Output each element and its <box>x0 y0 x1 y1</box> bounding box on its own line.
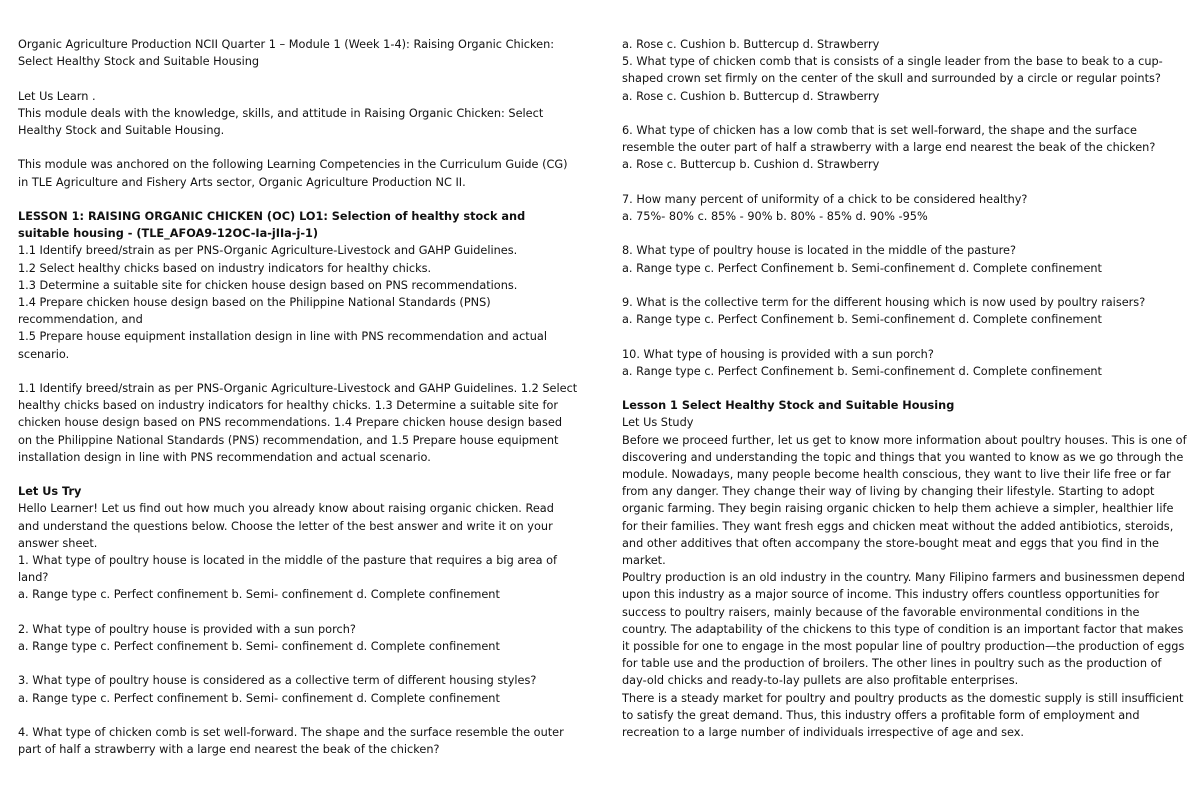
question-5-choices: a. Rose c. Cushion b. Buttercup d. Strawberry <box>622 89 880 103</box>
competency-item: 1.2 Select healthy chicks based on industry indicators for healthy chicks. <box>18 261 432 275</box>
competency-item: 1.1 Identify breed/strain as per PNS-Organic Agriculture-Livestock and GAHP Guidelines. <box>18 244 518 258</box>
learn-heading: Let Us Learn . <box>18 89 96 103</box>
learn-paragraph-1: This module deals with the knowledge, skills, and attitude in Raising Organic Chicken: Select Healthy Stock and Suitable Housing. <box>18 106 544 137</box>
study-paragraph-1: Before we proceed further, let us get to know more information about poultry houses. This is one of discovering and understanding the topic and things that you wanted to know as we go through the module. Nowadays, many people become health conscious, they want to live their life free or far from any danger. They change their way of living by changing their lifestyle. Starting to adopt organic farming. They begin raising organic chicken to help them achieve a simpler, healthier life for their families. They want fresh eggs and chicken meat without the added antibiotics, steroids, and other additives that often accompany the store-bought meat and eggs that you find in the market. <box>622 433 1187 567</box>
question-8-choices: a. Range type c. Perfect Confinement b. Semi-confinement d. Complete confinement <box>622 261 1102 275</box>
question-10: 10. What type of housing is provided with a sun porch? <box>622 347 934 361</box>
question-4-choices: a. Rose c. Cushion b. Buttercup d. Strawberry <box>622 38 880 51</box>
competency-item: 1.5 Prepare house equipment installation design in line with PNS recommendation and actual scenario. <box>18 330 547 361</box>
question-3-choices: a. Range type c. Perfect confinement b. Semi- confinement d. Complete confinement <box>18 691 500 705</box>
try-intro: Hello Learner! Let us find out how much you already know about raising organic chicken. Read and understand the questions below. Choose the letter of the best answer and write it on your answer sheet. <box>18 502 554 550</box>
learn-paragraph-2: This module was anchored on the following Learning Competencies in the Curriculum Guide (CG) in TLE Agriculture and Fishery Arts sector, Organic Agriculture Production NC II. <box>18 158 568 189</box>
question-10-choices: a. Range type c. Perfect Confinement b. Semi-confinement d. Complete confinement <box>622 364 1102 378</box>
question-8: 8. What type of poultry house is located in the middle of the pasture? <box>622 244 1016 258</box>
question-1-choices: a. Range type c. Perfect confinement b. Semi- confinement d. Complete confinement <box>18 588 500 602</box>
question-4: 4. What type of chicken comb is set well-forward. The shape and the surface resemble the outer part of half a strawberry with a large end nearest the beak of the chicken? <box>18 726 564 757</box>
study-paragraph-3: There is a steady market for poultry and poultry products as the domestic supply is still insufficient to satisfy the great demand. Thus, this industry offers a profitable form of employment and recreation to a large number of individuals irrespective of age and sex. <box>622 691 1184 740</box>
right-column <box>622 36 1188 741</box>
competency-paragraph: 1.1 Identify breed/strain as per PNS-Organic Agriculture-Livestock and GAHP Guidelines. 1.2 Select healthy chicks based on industry indicators for healthy chicks. 1.3 Determine a suitable site for chicken house design based on PNS recommendations. 1.4 Prepare chicken house design based on the Philippine National Standards (PNS) recommendation, and 1.5 Prepare house equipment installation design in line with PNS recommendation and actual scenario. <box>18 382 578 464</box>
question-7-choices: a. 75%- 80% c. 85% - 90% b. 80% - 85% d. 90% -95% <box>622 210 928 223</box>
try-heading: Let Us Try <box>18 485 82 499</box>
study-heading: Let Us Study <box>622 416 694 430</box>
question-7: 7. How many percent of uniformity of a chick to be considered healthy? <box>622 192 1028 206</box>
question-6-choices: a. Rose c. Buttercup b. Cushion d. Strawberry <box>622 158 880 172</box>
lesson-title: Lesson 1 Select Healthy Stock and Suitable Housing <box>622 399 955 413</box>
study-paragraph-2: Poultry production is an old industry in the country. Many Filipino farmers and businessmen depend upon this industry as a major source of income. This industry offers countless opportunities for success to poultry raisers, mainly because of the favorable environmental conditions in the country. The adaptability of the chickens to this type of condition is an important factor that makes it possible for one to engage in the most popular line of poultry production—the production of eggs for table use and the production of broilers. The other lines in poultry such as the production of day-old chicks and ready-to-lay pullets are also profitable enterprises. <box>622 571 1185 688</box>
competency-item: 1.4 Prepare chicken house design based on the Philippine National Standards (PNS) recommendation, and <box>18 296 491 327</box>
left-column <box>18 36 578 758</box>
lesson-heading: LESSON 1: RAISING ORGANIC CHICKEN (OC) LO1: Selection of healthy stock and suitable housing - (TLE_AFOA9-12OC-Ia-jIIa-j-1) <box>18 209 526 241</box>
competency-item: 1.3 Determine a suitable site for chicken house design based on PNS recommendations. <box>18 278 518 292</box>
question-5: 5. What type of chicken comb that is consists of a single leader from the base to beak to a cup-shaped crown set firmly on the center of the skull and surrounded by a circle or regular points? <box>622 55 1163 86</box>
question-9-choices: a. Range type c. Perfect Confinement b. Semi-confinement d. Complete confinement <box>622 313 1102 327</box>
module-title: Organic Agriculture Production NCII Quarter 1 – Module 1 (Week 1-4): Raising Organic Chicken: Select Healthy Stock and Suitable Housing <box>18 38 555 69</box>
question-9: 9. What is the collective term for the different housing which is now used by poultry raisers? <box>622 295 1146 309</box>
question-3: 3. What type of poultry house is considered as a collective term of different housing styles? <box>18 674 537 688</box>
question-6: 6. What type of chicken has a low comb that is set well-forward, the shape and the surface resemble the outer part of half a strawberry with a large end nearest the beak of the chicken? <box>622 124 1156 155</box>
question-2-choices: a. Range type c. Perfect confinement b. Semi- confinement d. Complete confinement <box>18 640 500 654</box>
question-2: 2. What type of poultry house is provided with a sun porch? <box>18 622 356 636</box>
question-1: 1. What type of poultry house is located in the middle of the pasture that requires a big area of land? <box>18 554 558 585</box>
